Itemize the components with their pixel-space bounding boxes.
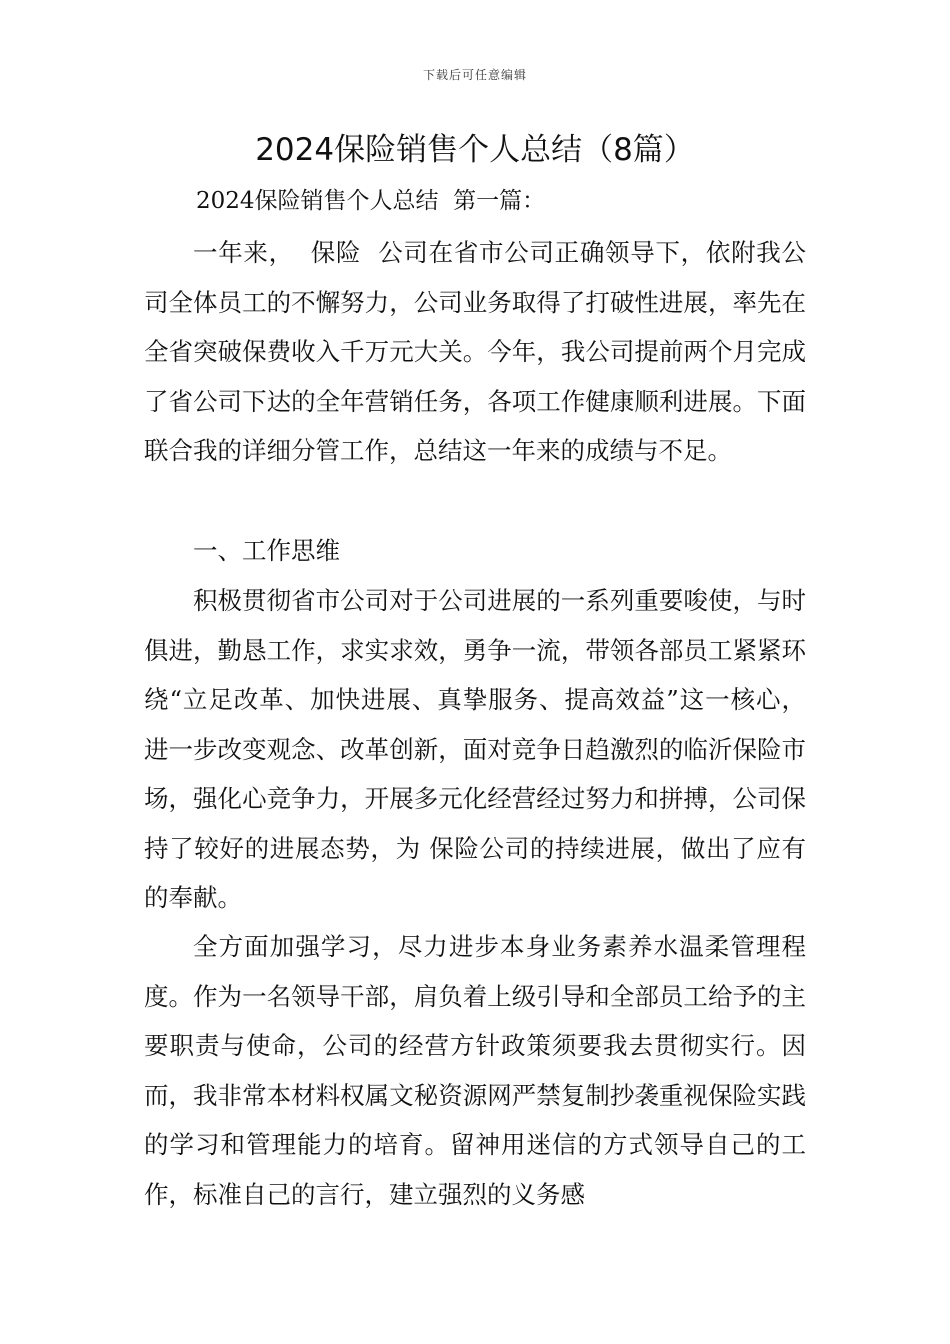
paragraph-work-thinking: 积极贯彻省市公司对于公司进展的一系列重要唆使，与时俱进，勤恳工作，求实求效，勇争一流，带领各部员工紧紧环绕“立足改革、加快进展、真挚服务、提高效益”这一核心，进一步改变观念、改革创新，面对竞争日趋激烈的临沂保险市场，强化心竞争力，开展多元化经营经过努力和拼搏，公司保持了较好的进展态势，为 保险公司的持续进展，做出了应有的奉献。 [144, 586, 806, 912]
section-heading-work-thinking: 一、工作思维 [193, 536, 340, 565]
page-header-note: 下载后可任意编辑 [422, 68, 527, 82]
paragraph-intro: 一年来， 保险 公司在省市公司正确领导下，依附我公司全体员工的不懈努力，公司业务取得了打破性进展，率先在全省突破保费收入千万元大关。今年，我公司提前两个月完成了省公司下达的全年营销任务，各项工作健康顺利进展。下面联合我的详细分管工作，总结这一年来的成绩与不足。 [144, 238, 806, 465]
document-title: 2024保险销售个人总结（8篇） [255, 132, 695, 168]
section-subtitle: 2024保险销售个人总结 第一篇： [196, 188, 546, 214]
paragraph-learning: 全方面加强学习，尽力进步本身业务素养水温柔管理程度。作为一名领导干部，肩负着上级引导和全部员工给予的主要职责与使命，公司的经营方针政策须要我去贯彻实行。因而，我非常本材料权属文秘资源网严禁复制抄袭重视保险实践的学习和管理能力的培育。留神用迷信的方式领导自己的工作，标准自己的言行，建立强烈的义务感 [144, 932, 806, 1209]
